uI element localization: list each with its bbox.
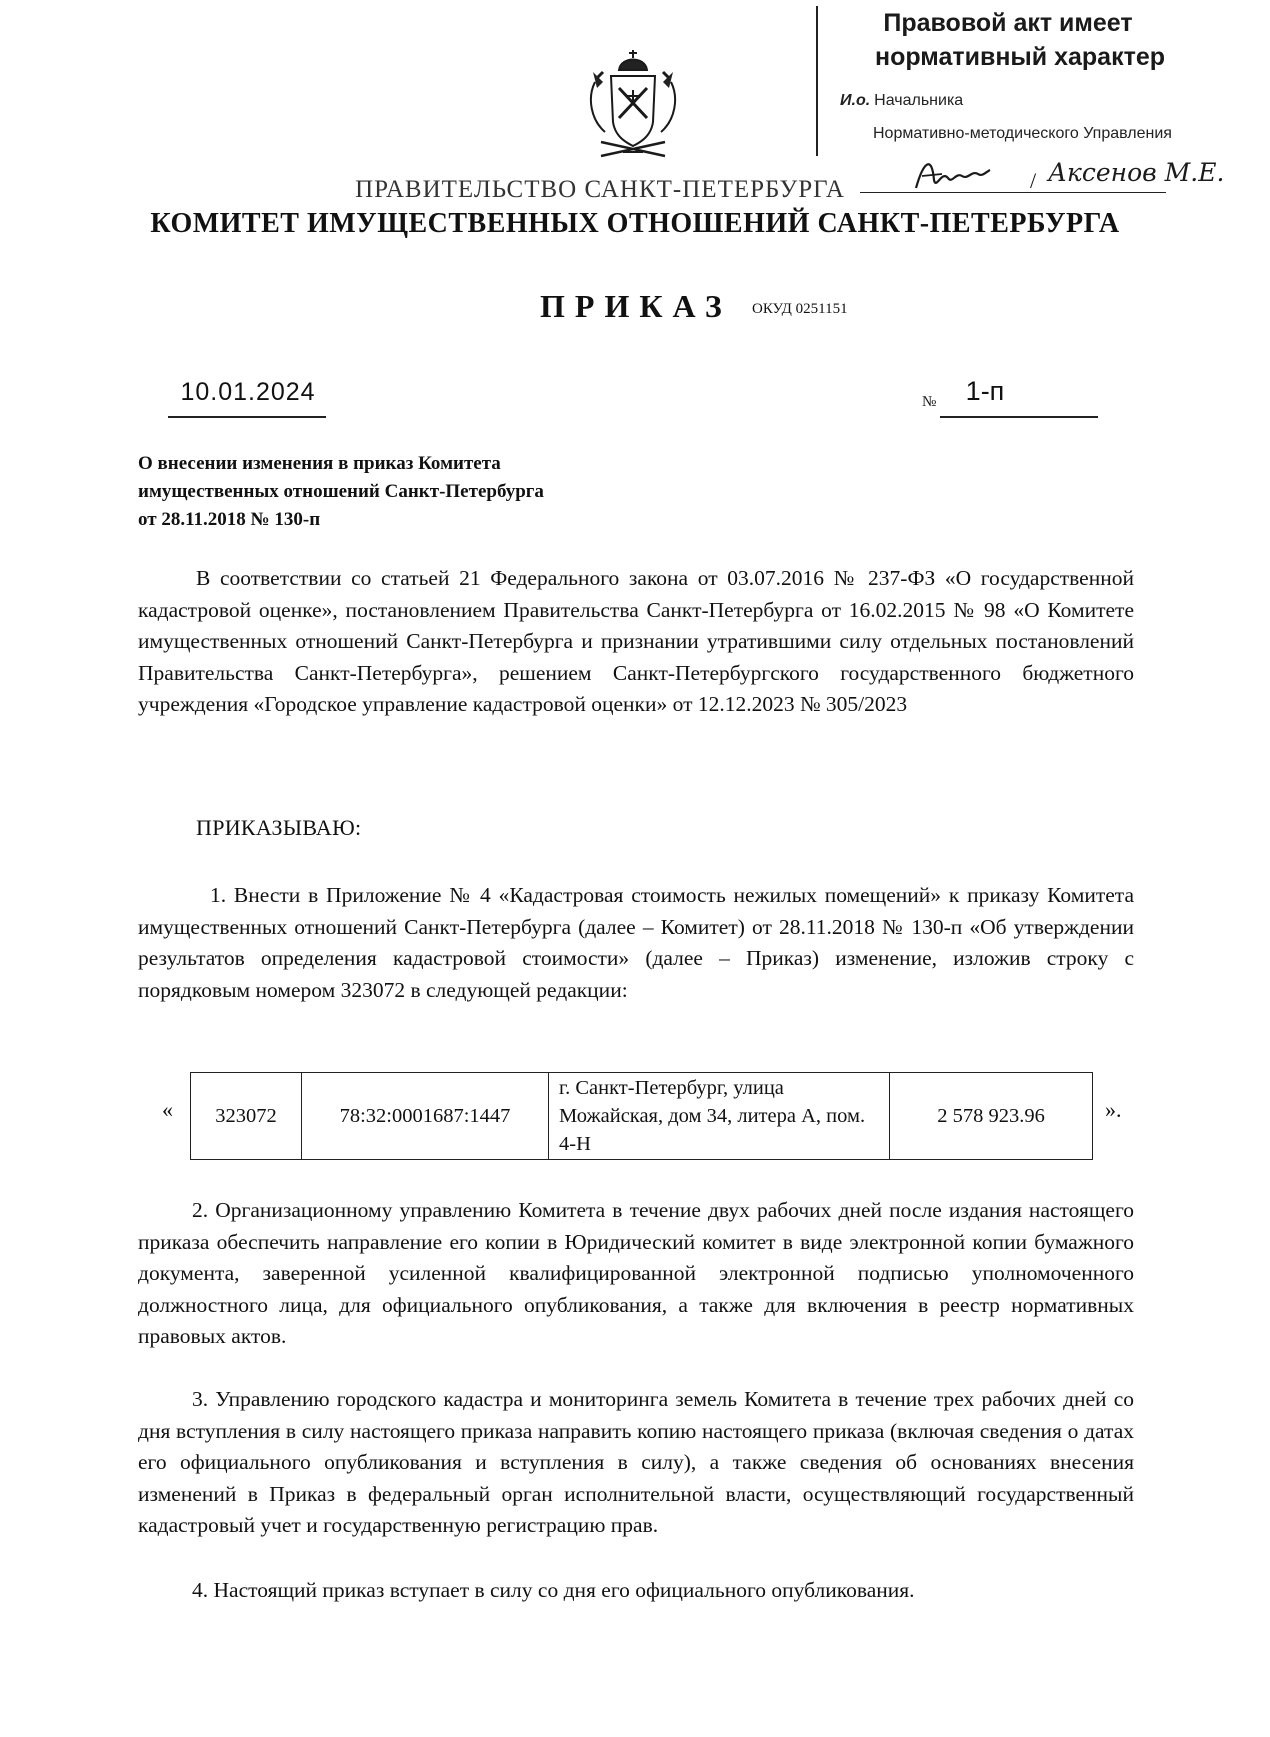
- cell-cadastral-number: 78:32:0001687:1447: [302, 1073, 549, 1160]
- cell-address: г. Санкт-Петербург, улица Можайская, дом 34, литера А, пом. 4-Н: [549, 1073, 890, 1160]
- number-sign: №: [922, 394, 937, 410]
- preamble-paragraph: В соответствии со статьей 21 Федерального закона от 03.07.2016 № 237-ФЗ «О государственной кадастровой оценке», постановлением Правительства Санкт-Петербурга от 16.02.2015 № 98 «О Комитете имущественных отношений Санкт-Петербурга и признании утратившими силу отдельных постановлений Правительства Санкт-Петербурга», решением Санкт-Петербургского государственного бюджетного учреждения «Городское управление кадастровой оценки» от 12.12.2023 № 305/2023: [138, 566, 1134, 716]
- stamp-separator: /: [1030, 168, 1037, 193]
- stamp-signer-name: Аксенов М.Е.: [1048, 158, 1225, 187]
- coat-of-arms-icon: [583, 48, 683, 164]
- date-underline: [168, 416, 326, 418]
- document-type-title: ПРИКАЗ: [540, 288, 732, 324]
- committee-title: КОМИТЕТ ИМУЩЕСТВЕННЫХ ОТНОШЕНИЙ САНКТ-ПЕТЕРБУРГА: [150, 208, 1120, 239]
- normative-stamp-title: [838, 6, 1178, 74]
- clause-1-paragraph: 1. Внести в Приложение № 4 «Кадастровая стоимость нежилых помещений» к приказу Комитета имущественных отношений Санкт-Петербурга (далее – Комитет) от 28.11.2018 № 130-п «Об утверждении результатов определения кадастровой стоимости» (далее – Приказ) изменение, изложив строку с порядковым номером 323072 в следующей редакции:: [138, 883, 1134, 1002]
- decree-word: ПРИКАЗЫВАЮ:: [196, 815, 362, 840]
- stamp-department: Нормативно-методического Управления: [873, 125, 1172, 142]
- order-date: 10.01.2024: [180, 378, 316, 406]
- clause-3-paragraph: 3. Управлению городского кадастра и мониторинга земель Комитета в течение трех рабочих дней со дня вступления в силу настоящего приказа направить копию настоящего приказа (включая сведения о датах его официального опубликования и вступления в силу), а также сведения об основаниях внесения изменений в Приказ в федеральный орган исполнительной власти, осуществляющий государственный кадастровый учет и государственную регистрацию прав.: [138, 1387, 1134, 1537]
- stamp-title-line-2: нормативный характер: [874, 43, 1166, 71]
- stamp-divider-line: [816, 6, 818, 156]
- stamp-title-line-1: Правовой акт имеет: [883, 9, 1133, 37]
- amendment-table: [190, 1072, 1093, 1160]
- stamp-post-prefix: И.о.: [840, 92, 871, 109]
- table-close-quote: ».: [1105, 1097, 1122, 1122]
- stamp-post: [840, 91, 963, 111]
- government-title: ПРАВИТЕЛЬСТВО САНКТ-ПЕТЕРБУРГА: [355, 176, 845, 203]
- clause-4-paragraph: 4. Настоящий приказ вступает в силу со дня его официального опубликования.: [192, 1578, 915, 1602]
- clause-2-paragraph: 2. Организационному управлению Комитета в течение двух рабочих дней после издания настоящего приказа обеспечить направление его копии в Юридический комитет в виде электронной копии бумажного документа, заверенной усиленной квалифицированной электронной подписью уполномоченного должностного лица, для официального опубликования, а также для включения в реестр нормативных правовых актов.: [138, 1198, 1134, 1348]
- table-row: [191, 1073, 1093, 1160]
- stamp-post-title: Начальника: [874, 92, 964, 109]
- subject-line-1: О внесении изменения в приказ Комитета: [138, 453, 501, 474]
- subject-line-3: от 28.11.2018 № 130-п: [138, 509, 321, 530]
- number-underline: [940, 416, 1098, 418]
- cell-row-number: 323072: [191, 1073, 302, 1160]
- okud-code: ОКУД 0251151: [752, 301, 848, 317]
- order-number: 1-п: [965, 376, 1005, 406]
- table-open-quote: «: [162, 1097, 173, 1122]
- cell-cadastral-value: 2 578 923.96: [890, 1073, 1093, 1160]
- subject-line-2: имущественных отношений Санкт-Петербурга: [138, 481, 544, 502]
- order-subject: [138, 450, 544, 534]
